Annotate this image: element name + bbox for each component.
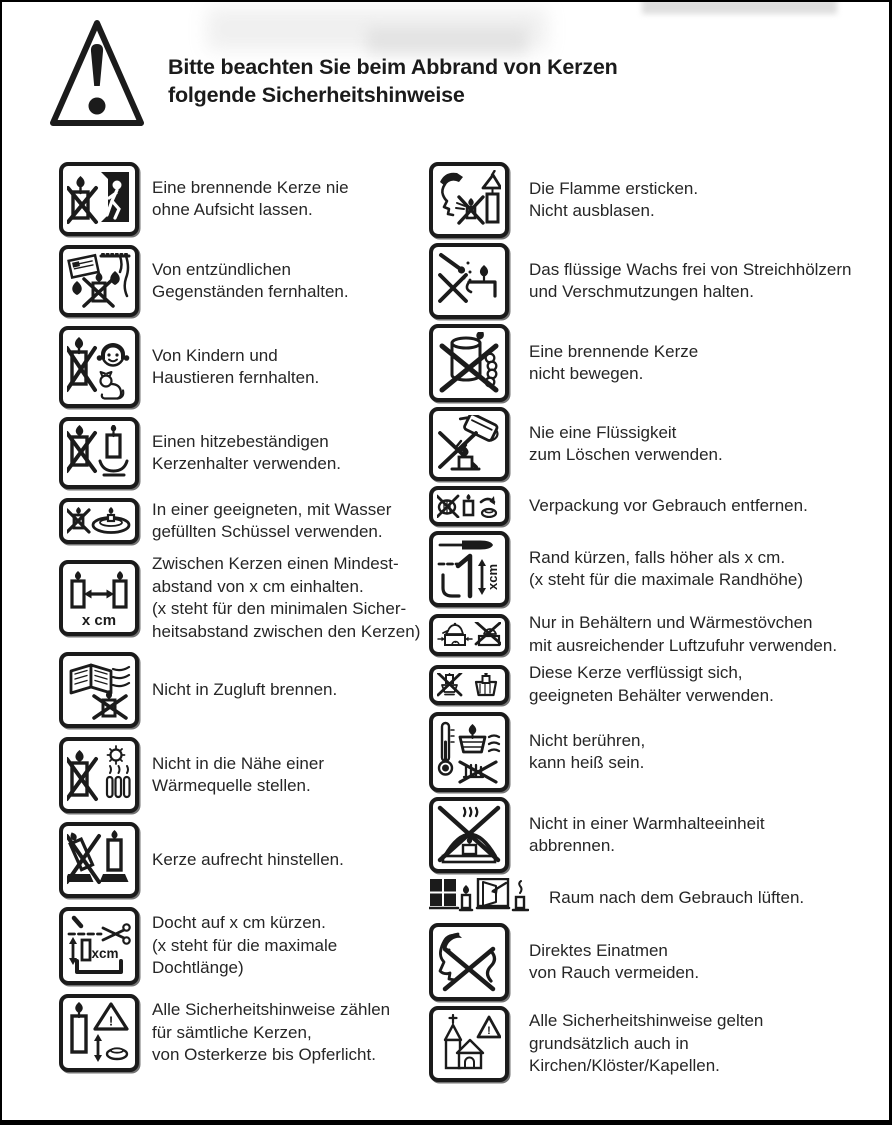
safety-item-line: Eine brennende Kerze nie	[152, 177, 349, 197]
safety-item-line: für sämtliche Kerzen,	[152, 1022, 312, 1042]
safety-item-line: Verpackung vor Gebrauch entfernen.	[529, 495, 808, 515]
safety-item-text	[152, 345, 319, 390]
safety-item-text	[152, 849, 344, 872]
safety-item	[59, 907, 429, 985]
no-draft-icon	[59, 652, 139, 728]
trim-wick-icon	[59, 907, 139, 985]
safety-item-line: Nie eine Flüssigkeit	[529, 422, 677, 442]
page-title-line2: folgende Sicherheitshinweise	[168, 82, 465, 107]
safety-item	[59, 652, 429, 728]
safety-item	[59, 498, 429, 544]
safety-item	[429, 324, 869, 402]
safety-item-line: von Osterkerze bis Opferlicht.	[152, 1045, 376, 1065]
safety-item	[429, 162, 869, 238]
safety-item	[429, 243, 869, 319]
safety-item-line: Gegenständen fernhalten.	[152, 282, 349, 301]
candle-distance-icon	[59, 560, 139, 636]
safety-item-line: Kerzenhalter verwenden.	[152, 454, 342, 473]
safety-item-line: Wärmequelle stellen.	[152, 776, 311, 795]
safety-item-line: Diese Kerze verflüssigt sich,	[529, 663, 743, 682]
safety-item-line: Nicht in die Nähe einer	[152, 753, 324, 773]
safety-item-line: von Rauch vermeiden.	[529, 963, 700, 982]
safety-item	[429, 486, 869, 526]
safety-item-text	[152, 753, 324, 798]
safety-item-line: und Verschmutzungen halten.	[529, 282, 754, 301]
safety-item	[429, 662, 869, 707]
safety-item	[59, 245, 429, 317]
safety-item-line: heitsabstand zwischen den Kerzen)	[152, 621, 421, 641]
safety-item-line: Kirchen/Klöster/Kapellen.	[529, 1056, 720, 1076]
safety-item	[429, 1006, 869, 1082]
safety-item-text	[529, 612, 837, 657]
safety-item-text	[152, 431, 341, 476]
safety-item-line: Nur in Behältern und Wärmestövchen	[529, 613, 813, 632]
svg-text:xcm: xcm	[485, 563, 500, 590]
safety-item-line: Raum nach dem Gebrauch lüften.	[549, 887, 805, 907]
candle-unattended-icon	[59, 162, 139, 236]
left-column	[59, 162, 429, 1081]
safety-item-line: Haustieren fernhalten.	[152, 368, 320, 387]
safety-item	[59, 326, 429, 408]
safety-item	[429, 797, 869, 873]
scan-artifact	[207, 8, 547, 50]
safety-item-line: Dochtlänge)	[152, 958, 244, 978]
safety-item	[59, 737, 429, 813]
safety-item-text	[529, 662, 774, 707]
safety-item-text	[152, 912, 337, 980]
trim-edge-icon	[429, 531, 509, 607]
safety-item	[59, 417, 429, 489]
safety-item-text	[549, 887, 804, 910]
svg-text:x cm: x cm	[81, 612, 117, 628]
page-title-line1: Bitte beachten Sie beim Abbrand von Kerzen	[168, 55, 618, 79]
safety-item-line: (x steht für die maximale	[152, 935, 338, 955]
safety-item-line: Die Flamme ersticken.	[529, 178, 699, 198]
safety-item-text	[152, 999, 390, 1067]
no-smoke-inhale-icon	[429, 923, 509, 1001]
safety-items	[59, 162, 869, 1087]
no-heat-source-icon	[59, 737, 139, 813]
safety-item-line: Eine brennende Kerze	[529, 341, 699, 361]
suitable-container-icon	[429, 665, 509, 705]
safety-item-text	[152, 259, 349, 304]
safety-item-line: Nicht in Zugluft brennen.	[152, 679, 338, 699]
safety-item-text	[529, 730, 645, 775]
safety-item-text	[529, 495, 808, 518]
safety-item-line: mit ausreichender Luftzufuhr verwenden.	[529, 635, 838, 655]
remove-packaging-icon	[429, 486, 509, 526]
scan-artifact	[642, 0, 837, 14]
safety-item-text	[529, 259, 852, 304]
safety-item	[59, 822, 429, 898]
safety-item-line: nicht bewegen.	[529, 364, 644, 383]
safety-item-line: Nicht in einer Warmhalteeinheit	[529, 813, 765, 833]
safety-item-text	[529, 547, 803, 592]
safety-item-text	[152, 553, 420, 643]
water-bowl-icon	[59, 498, 139, 544]
safety-item-text	[152, 177, 349, 222]
safety-item	[429, 531, 869, 607]
safety-item-text	[529, 422, 723, 467]
safety-item-line: kann heiß sein.	[529, 753, 645, 772]
no-liquid-icon	[429, 407, 509, 481]
safety-item-line: In einer geeigneten, mit Wasser	[152, 499, 392, 519]
safety-item-line: geeigneten Behälter verwenden.	[529, 685, 774, 705]
all-candles-icon	[59, 994, 139, 1072]
safety-item	[59, 162, 429, 236]
safety-item-line: abbrennen.	[529, 836, 616, 855]
safety-item-text	[152, 499, 391, 544]
safety-item-text	[529, 813, 765, 858]
heatproof-holder-icon	[59, 417, 139, 489]
warning-triangle-icon	[48, 18, 146, 130]
safety-item-line: Zwischen Kerzen einen Mindest-	[152, 554, 399, 573]
safety-item	[429, 407, 869, 481]
safety-item	[429, 612, 869, 657]
safety-item-line: Kerze aufrecht hinstellen.	[152, 849, 344, 869]
safety-item-line: grundsätzlich auch in	[529, 1033, 689, 1053]
svg-text:!: !	[108, 1013, 114, 1029]
flammable-objects-icon	[59, 245, 139, 317]
svg-text:!: !	[487, 1025, 491, 1037]
church-icon	[429, 1006, 509, 1082]
safety-item-line: Das flüssige Wachs frei von Streichhölzern	[529, 259, 852, 279]
safety-item-line: Einen hitzebeständigen	[152, 431, 329, 451]
safety-item-line: Docht auf x cm kürzen.	[152, 913, 326, 933]
candle-upright-icon	[59, 822, 139, 898]
safety-item-text	[152, 679, 337, 702]
safety-item-line: ohne Aufsicht lassen.	[152, 200, 313, 219]
safety-item-line: Alle Sicherheitshinweise zählen	[152, 1000, 391, 1020]
safety-item	[59, 994, 429, 1072]
right-column	[429, 162, 869, 1087]
do-not-touch-icon	[429, 712, 509, 792]
burner-airflow-icon	[429, 614, 509, 656]
page-title	[168, 54, 618, 109]
children-pets-icon	[59, 326, 139, 408]
safety-item-text	[529, 1010, 763, 1078]
svg-text:xcm: xcm	[91, 946, 119, 961]
no-food-warmer-icon	[429, 797, 509, 873]
safety-item-line: (x steht für den minimalen Sicher-	[152, 599, 407, 618]
smother-flame-icon	[429, 162, 509, 238]
scan-artifact	[367, 28, 527, 56]
safety-item-text	[529, 178, 698, 223]
safety-item-line: Alle Sicherheitshinweise gelten	[529, 1011, 764, 1031]
safety-item	[429, 923, 869, 1001]
safety-item-line: Nicht berühren,	[529, 730, 646, 750]
clean-wax-icon	[429, 243, 509, 319]
safety-item-line: abstand von x cm einhalten.	[152, 576, 364, 596]
ventilate-room-icon	[429, 878, 529, 918]
safety-item-line: zum Löschen verwenden.	[529, 445, 723, 464]
safety-item-line: Von Kindern und	[152, 345, 278, 365]
safety-item-line: gefüllten Schüssel verwenden.	[152, 522, 383, 541]
safety-item-line: Von entzündlichen	[152, 259, 291, 279]
safety-item-line: Direktes Einatmen	[529, 940, 668, 960]
safety-item-line: (x steht für die maximale Randhöhe)	[529, 570, 804, 589]
safety-item-line: Rand kürzen, falls höher als x cm.	[529, 547, 786, 567]
safety-item	[59, 553, 429, 643]
do-not-move-icon	[429, 324, 509, 402]
safety-item-text	[529, 341, 698, 386]
safety-item	[429, 712, 869, 792]
safety-item	[429, 878, 869, 918]
safety-item-text	[529, 940, 699, 985]
safety-item-line: Nicht ausblasen.	[529, 201, 655, 220]
